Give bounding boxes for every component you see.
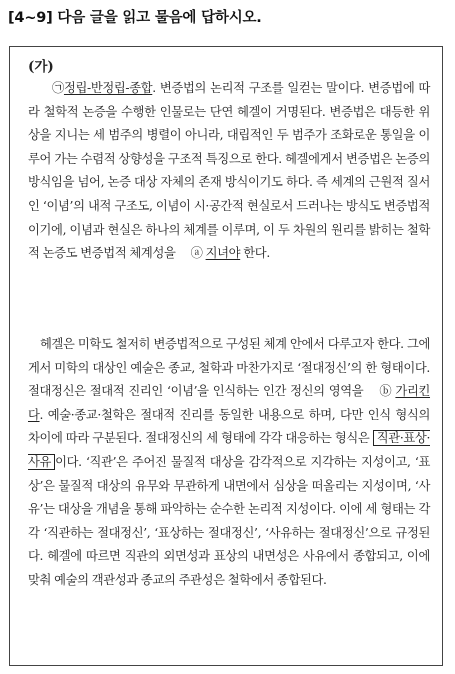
section-label: (가) (28, 59, 54, 75)
paragraph-2 (28, 333, 430, 593)
paragraph-1 (28, 77, 430, 266)
paragraph-2-text: 헤겔은 미학도 철저히 변증법적으로 구성된 체계 안에서 다루고자 한다. 그에게서 미학의 대상인 예술은 종교, 철학과 마찬가지로 ‘절대정신’의 한 형태이다. 절대정신은 절대적 진리인 ‘이념’을 인식하는 인간 정신의 영역을 (28, 337, 430, 399)
underlined-term-dialectic-triad: 정립-반정립-종합 (63, 81, 153, 95)
question-header: [4~9] 다음 글을 읽고 물음에 답하시오. (8, 10, 262, 26)
paragraph-2-end: 이다. ‘직관’은 주어진 물질적 대상을 감각적으로 지각하는 지성이고, ‘표상’은 물질적 대상의 유무와 무관하게 내면에서 심상을 떠올리는 지성이며, ‘사유’는 대상을 개념을 통해 파악하는 순수한 논리적 지성이다. 이에 세 형태는 각각 ‘직관하는 절대정신’, ‘표상하는 절대정신’, ‘사유하는 절대정신’으로 규정된다. 헤겔에 따르면 직관의 외면성과 표상의 내면성은 사유에서 종합되고, 이에 맞춰 예술의 객관성과 종교의 주관성은 철학에서 종합된다. (28, 454, 430, 587)
paragraph-1-text: . 변증법의 논리적 구조를 일컫는 말이다. 변증법에 따라 철학적 논증을 수행한 인물로는 단연 헤겔이 거명된다. 변증법은 대등한 위상을 지니는 세 범주의 병렬이 아니라, 대립적인 두 범주가 조화로운 통일을 이루어 가는 수렴적 상향성을 구조적 특징으로 한다. 헤겔에게서 변증법은 논증의 방식임을 넘어, 논증 대상 자체의 존재 방식이기도 하다. 즉 세계의 근원적 질서인 ‘이념’의 내적 구조도, 이념이 시·공간적 현실로서 드러나는 방식도 변증법적이기에, 이념과 현실은 하나의 체계를 이루며, 이 두 차원의 원리를 밝히는 철학적 논증도 변증법적 체계성을 (28, 81, 430, 261)
marker-giyeok: ㉠ (52, 81, 64, 95)
marker-a: ⓐ (190, 246, 203, 261)
underlined-word-jinyeoya: 지녀야 (205, 246, 241, 261)
paragraph-1-end: 한다. (240, 246, 270, 261)
marker-b: ⓑ (379, 384, 392, 399)
framed-term-intuition-representation-thought: 직관·표상·사유 (28, 431, 430, 469)
underlined-word-garikinda: 가리킨다 (28, 384, 431, 422)
passage-box (9, 46, 443, 666)
paragraph-2-middle: . 예술·종교·철학은 절대적 진리를 동일한 내용으로 하며, 다만 인식 형식의 차이에 따라 구분된다. 절대정신의 세 형태에 각각 대응하는 형식은 (28, 407, 430, 446)
